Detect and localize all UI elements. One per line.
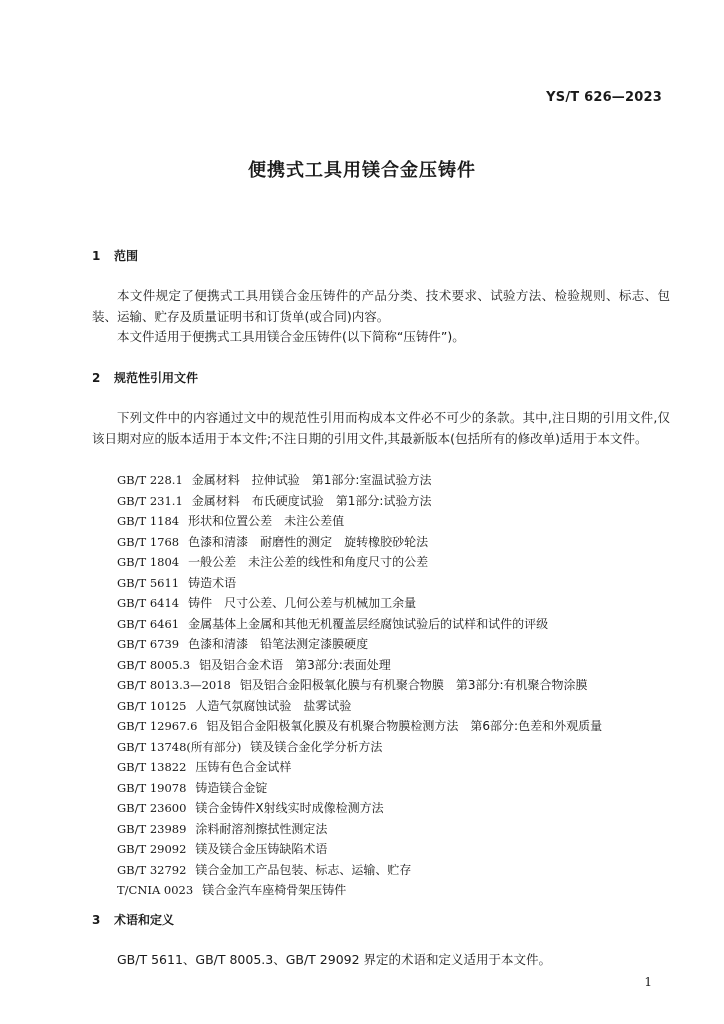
reference-title: 铝及铝合金阳极氧化膜及有机聚合物膜检测方法 第6部分:色差和外观质量 [206,719,603,733]
reference-item [117,511,677,532]
reference-item [117,573,677,594]
reference-item [117,634,677,655]
reference-item [117,819,677,840]
reference-item [117,655,677,676]
scope-paragraph-1: 本文件规定了便携式工具用镁合金压铸件的产品分类、技术要求、试验方法、检验规则、标志、包装、运输、贮存及质量证明书和订货单(或合同)内容。 [92,288,670,324]
reference-item [117,614,677,635]
section-number: 3 [92,913,101,927]
section-1-heading [92,247,138,264]
reference-title: 压铸有色合金试样 [195,760,292,774]
reference-code: GB/T 12967.6 [117,719,198,733]
reference-title: 铸造术语 [188,575,237,590]
reference-code: GB/T 19078 [117,780,187,795]
section-number: 1 [92,249,101,263]
document-title: 便携式工具用镁合金压铸件 [248,160,476,181]
reference-code: GB/T 8005.3 [117,657,191,672]
reference-item [117,593,677,614]
reference-code: GB/T 6461 [117,616,180,631]
reference-title: 一般公差 未注公差的线性和角度尺寸的公差 [188,555,429,569]
reference-code: GB/T 1184 [117,514,180,528]
section-3-heading [92,911,174,928]
reference-title: 金属材料 拉伸试验 第1部分:室温试验方法 [191,473,432,487]
reference-code: GB/T 6414 [117,596,180,610]
page-number: 1 [644,975,652,989]
reference-item [117,778,677,799]
reference-item [117,470,677,491]
standard-number: YS/T 626—2023 [546,90,662,105]
reference-item [117,737,677,758]
reference-item [117,696,677,717]
section-title: 规范性引用文件 [114,371,199,385]
section-number: 2 [92,371,101,385]
reference-code: GB/T 5611 [117,575,180,590]
reference-title: 镁合金铸件X射线实时成像检测方法 [195,801,384,815]
reference-code: GB/T 13748(所有部分) [117,739,242,754]
reference-item [117,532,677,553]
reference-code: GB/T 8013.3—2018 [117,678,231,692]
reference-code: GB/T 23600 [117,801,187,815]
reference-code: GB/T 228.1 [117,473,183,487]
reference-code: T/CNIA 0023 [117,883,194,897]
reference-title: 铸造镁合金锭 [195,780,268,795]
reference-item [117,757,677,778]
reference-code: GB/T 6739 [117,637,180,651]
reference-title: 镁合金加工产品包装、标志、运输、贮存 [195,862,412,877]
reference-title: 色漆和清漆 铅笔法测定漆膜硬度 [188,637,369,651]
reference-title: 金属材料 布氏硬度试验 第1部分:试验方法 [191,493,432,508]
reference-code: GB/T 1804 [117,555,180,569]
reference-title: 铸件 尺寸公差、几何公差与机械加工余量 [188,596,417,610]
reference-title: 铝及铝合金阳极氧化膜与有机聚合物膜 第3部分:有机聚合物涂膜 [239,678,588,692]
reference-title: 涂料耐溶剂擦拭性测定法 [195,821,328,836]
reference-item [117,880,677,901]
reference-code: GB/T 23989 [117,821,187,836]
reference-code: GB/T 13822 [117,760,187,774]
scope-paragraph-2: 本文件适用于便携式工具用镁合金压铸件(以下简称“压铸件”)。 [117,329,465,344]
reference-code: GB/T 231.1 [117,493,183,508]
reference-title: 色漆和清漆 耐磨性的测定 旋转橡胶砂轮法 [188,534,429,549]
reference-title: 镁合金汽车座椅骨架压铸件 [202,883,347,897]
reference-item [117,491,677,512]
reference-code: GB/T 1768 [117,534,180,549]
reference-item [117,860,677,881]
references-intro-paragraph: 下列文件中的内容通过文中的规范性引用而构成本文件必不可少的条款。其中,注日期的引用文件,仅该日期对应的版本适用于本文件;不注日期的引用文件,其最新版本(包括所有的修改单)适用于本文件。 [92,410,670,446]
reference-item [117,839,677,860]
reference-title: 铝及铝合金术语 第3部分:表面处理 [199,657,391,672]
reference-code: GB/T 10125 [117,698,187,713]
reference-title: 镁及镁合金压铸缺陷术语 [195,842,328,856]
normative-references-list [117,470,677,901]
reference-code: GB/T 29092 [117,842,187,856]
reference-item [117,716,677,737]
reference-item [117,552,677,573]
reference-item [117,675,677,696]
reference-title: 人造气氛腐蚀试验 盐雾试验 [195,698,352,713]
terms-paragraph: GB/T 5611、GB/T 8005.3、GB/T 29092 界定的术语和定义适用于本文件。 [117,952,552,967]
reference-code: GB/T 32792 [117,862,187,877]
section-2-heading [92,369,198,386]
reference-title: 金属基体上金属和其他无机覆盖层经腐蚀试验后的试样和试件的评级 [188,616,549,631]
reference-item [117,798,677,819]
reference-title: 形状和位置公差 未注公差值 [188,514,345,528]
section-title: 范围 [114,249,139,263]
section-title: 术语和定义 [114,913,175,927]
reference-title: 镁及镁合金化学分析方法 [250,739,383,754]
